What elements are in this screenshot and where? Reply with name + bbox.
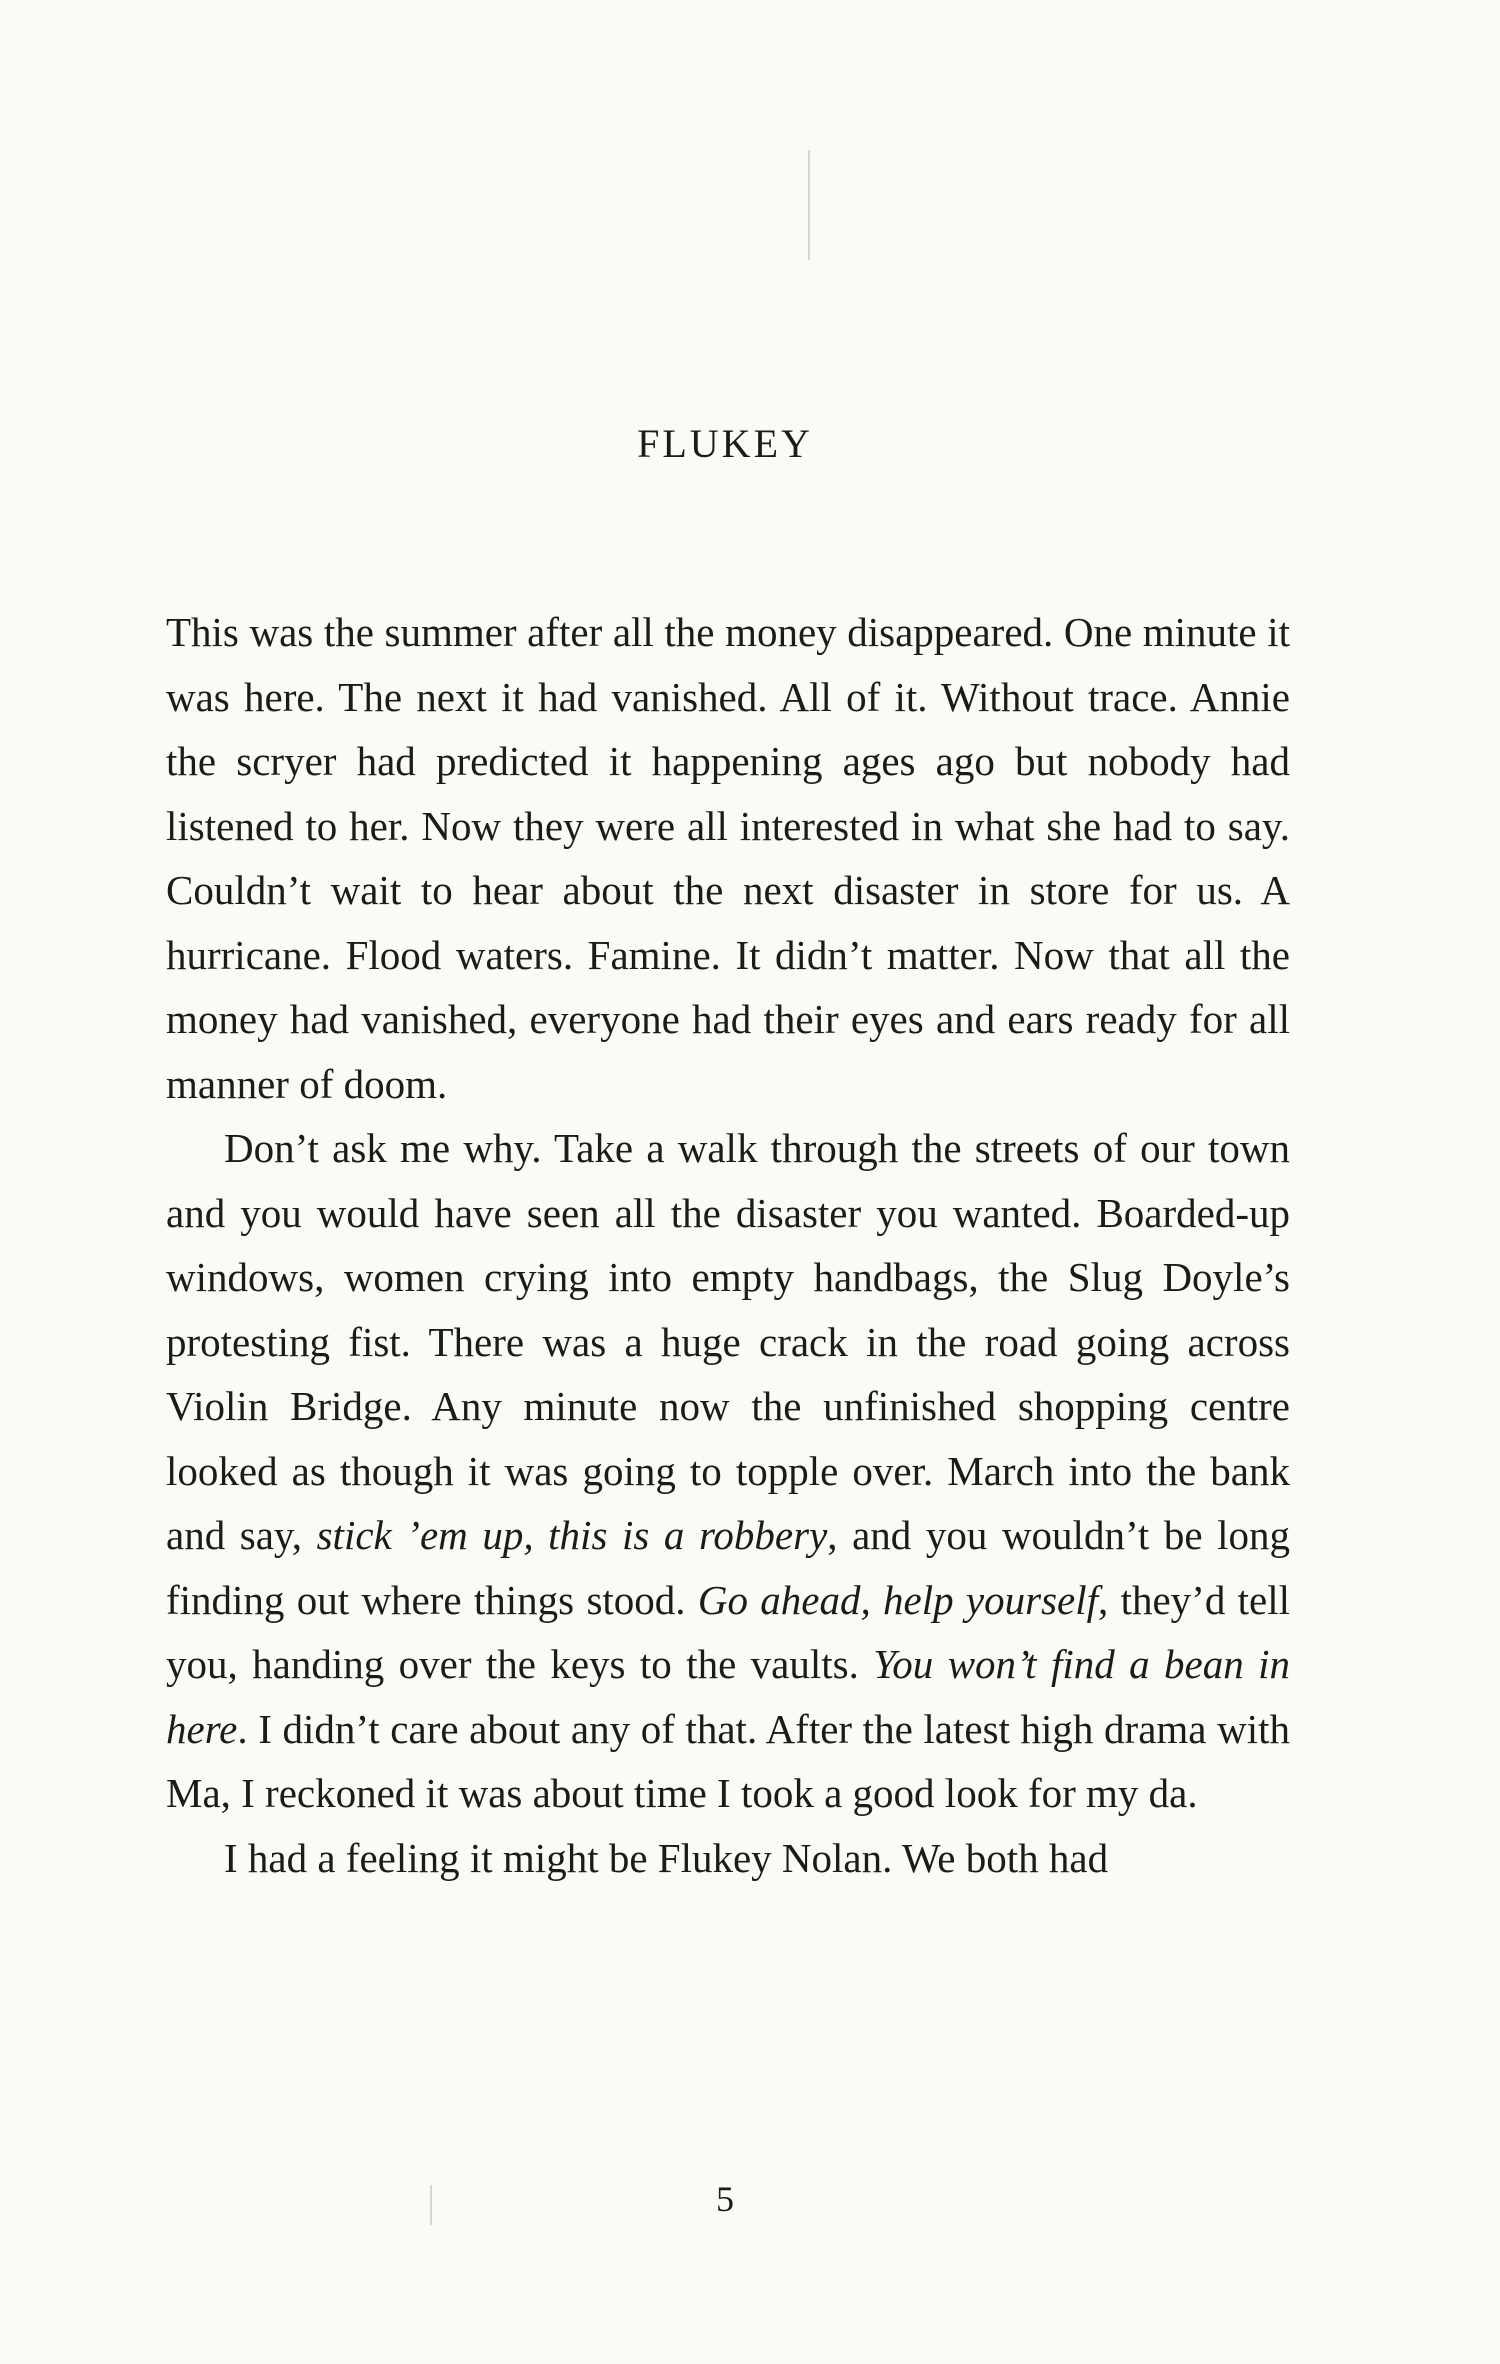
text-segment: , they’d tell you, handing over the keys to the vaults. bbox=[166, 1576, 1290, 1687]
text-segment: . I didn’t care about any of that. After the latest high drama with Ma, I reckoned it was about time I took a good look for my da. bbox=[166, 1705, 1290, 1816]
paragraph-2 bbox=[166, 1116, 1290, 1826]
text-segment: This was the summer after all the money disappeared. One minute it was here. The next it had vanished. All of it. Without trace. Annie the scryer had predicted it happening ages ago but nobody had listened to her. Now they were all interested in what she had to say. Couldn’t wait to hear about the next disaster in store for us. A hurricane. Flood waters. Famine. It didn’t matter. Now that all the money had vanished, everyone had their eyes and ears ready for all manner of doom. bbox=[166, 609, 1290, 1107]
scan-mark bbox=[808, 150, 810, 260]
paragraph-1 bbox=[166, 600, 1290, 1116]
page-number: 5 bbox=[716, 2179, 734, 2219]
text-segment: Don’t ask me why. Take a walk through the streets of our town and you would have seen all the disaster you wanted. Boarded-up windows, women crying into empty handbags, the Slug Doyle’s protesting fist. There was a huge crack in the road going across Violin Bridge. Any minute now the unfinished shopping centre looked as though it was going to topple over. March into the bank and say, bbox=[166, 1125, 1290, 1558]
italic-segment: stick ’em up, this is a robbery bbox=[316, 1512, 828, 1558]
paragraph-3 bbox=[166, 1826, 1290, 1891]
italic-segment: You won’t find a bean in here bbox=[166, 1641, 1290, 1752]
body-text bbox=[166, 600, 1290, 1890]
italic-segment: Go ahead, help yourself bbox=[697, 1576, 1099, 1623]
chapter-title: FLUKEY bbox=[637, 421, 813, 466]
text-segment: I had a feeling it might be Flukey Nolan. We both had bbox=[224, 1834, 1109, 1881]
text-segment: , and you wouldn’t be long finding out where things stood. bbox=[166, 1512, 1290, 1623]
